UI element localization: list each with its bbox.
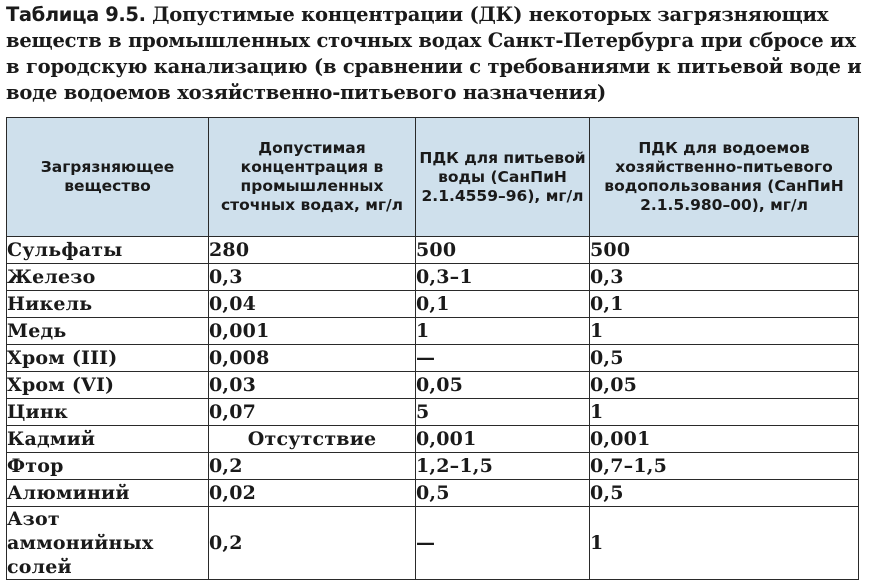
cell-pdk-drinking: 0,5 — [416, 480, 590, 507]
table-row — [7, 345, 859, 372]
cell-substance: Никель — [7, 291, 209, 318]
cell-pdk-drinking: 0,1 — [416, 291, 590, 318]
cell-pdk-drinking: 1 — [416, 318, 590, 345]
cell-pdk-reservoir: 0,1 — [590, 291, 859, 318]
cell-substance: Медь — [7, 318, 209, 345]
header-pdk-reservoir: ПДК для водоемов хозяйственно-питьевого водопользования (СанПиН 2.1.5.980–00), мг/л — [590, 118, 859, 237]
cell-dk: 280 — [209, 237, 416, 264]
cell-pdk-reservoir: 0,3 — [590, 264, 859, 291]
table-row — [7, 426, 859, 453]
cell-substance: Хром (VI) — [7, 372, 209, 399]
cell-pdk-drinking: 0,001 — [416, 426, 590, 453]
cell-dk: 0,03 — [209, 372, 416, 399]
table-header-row — [7, 118, 859, 237]
table-row — [7, 318, 859, 345]
cell-pdk-reservoir: 0,5 — [590, 480, 859, 507]
cell-pdk-reservoir: 0,001 — [590, 426, 859, 453]
table-row — [7, 264, 859, 291]
table-caption — [6, 2, 872, 106]
table-row — [7, 453, 859, 480]
table-row — [7, 399, 859, 426]
cell-dk: 0,02 — [209, 480, 416, 507]
cell-pdk-drinking: — — [416, 345, 590, 372]
cell-dk: 0,008 — [209, 345, 416, 372]
table-row — [7, 237, 859, 264]
cell-dk: 0,07 — [209, 399, 416, 426]
cell-pdk-reservoir: 1 — [590, 507, 859, 580]
table-row — [7, 291, 859, 318]
caption-label: Таблица 9.5. — [6, 3, 146, 26]
cell-pdk-drinking: — — [416, 507, 590, 580]
cell-pdk-reservoir: 1 — [590, 399, 859, 426]
cell-substance: Цинк — [7, 399, 209, 426]
header-substance: Загрязняющее вещество — [7, 118, 209, 237]
data-table — [6, 117, 859, 580]
header-dk: Допустимая концентрация в промышленных сточных водах, мг/л — [209, 118, 416, 237]
cell-substance: Азот аммонийных солей — [7, 507, 209, 580]
cell-pdk-drinking: 0,3–1 — [416, 264, 590, 291]
cell-pdk-reservoir: 500 — [590, 237, 859, 264]
cell-dk: 0,04 — [209, 291, 416, 318]
cell-dk: Отсутствие — [209, 426, 416, 453]
cell-substance: Сульфаты — [7, 237, 209, 264]
cell-pdk-reservoir: 1 — [590, 318, 859, 345]
cell-dk: 0,2 — [209, 453, 416, 480]
cell-pdk-reservoir: 0,05 — [590, 372, 859, 399]
cell-substance: Железо — [7, 264, 209, 291]
cell-substance: Хром (III) — [7, 345, 209, 372]
cell-pdk-drinking: 0,05 — [416, 372, 590, 399]
cell-substance: Алюминий — [7, 480, 209, 507]
cell-pdk-reservoir: 0,7–1,5 — [590, 453, 859, 480]
table-row — [7, 372, 859, 399]
cell-dk: 0,3 — [209, 264, 416, 291]
cell-pdk-drinking: 500 — [416, 237, 590, 264]
cell-dk: 0,2 — [209, 507, 416, 580]
caption-text: Допустимые концентрации (ДК) некоторых загрязняющих веществ в промышленных сточных водах Санкт-Петербурга при сбросе их в городскую канализацию (в сравнении с требованиями к питьевой воде и воде водоемов хозяйственно-питьевого назначения) — [6, 3, 862, 104]
table-row — [7, 507, 859, 580]
cell-dk: 0,001 — [209, 318, 416, 345]
cell-pdk-reservoir: 0,5 — [590, 345, 859, 372]
cell-pdk-drinking: 5 — [416, 399, 590, 426]
cell-substance: Кадмий — [7, 426, 209, 453]
cell-substance: Фтор — [7, 453, 209, 480]
table-row — [7, 480, 859, 507]
cell-pdk-drinking: 1,2–1,5 — [416, 453, 590, 480]
header-pdk-drinking: ПДК для питьевой воды (СанПиН 2.1.4559–96), мг/л — [416, 118, 590, 237]
